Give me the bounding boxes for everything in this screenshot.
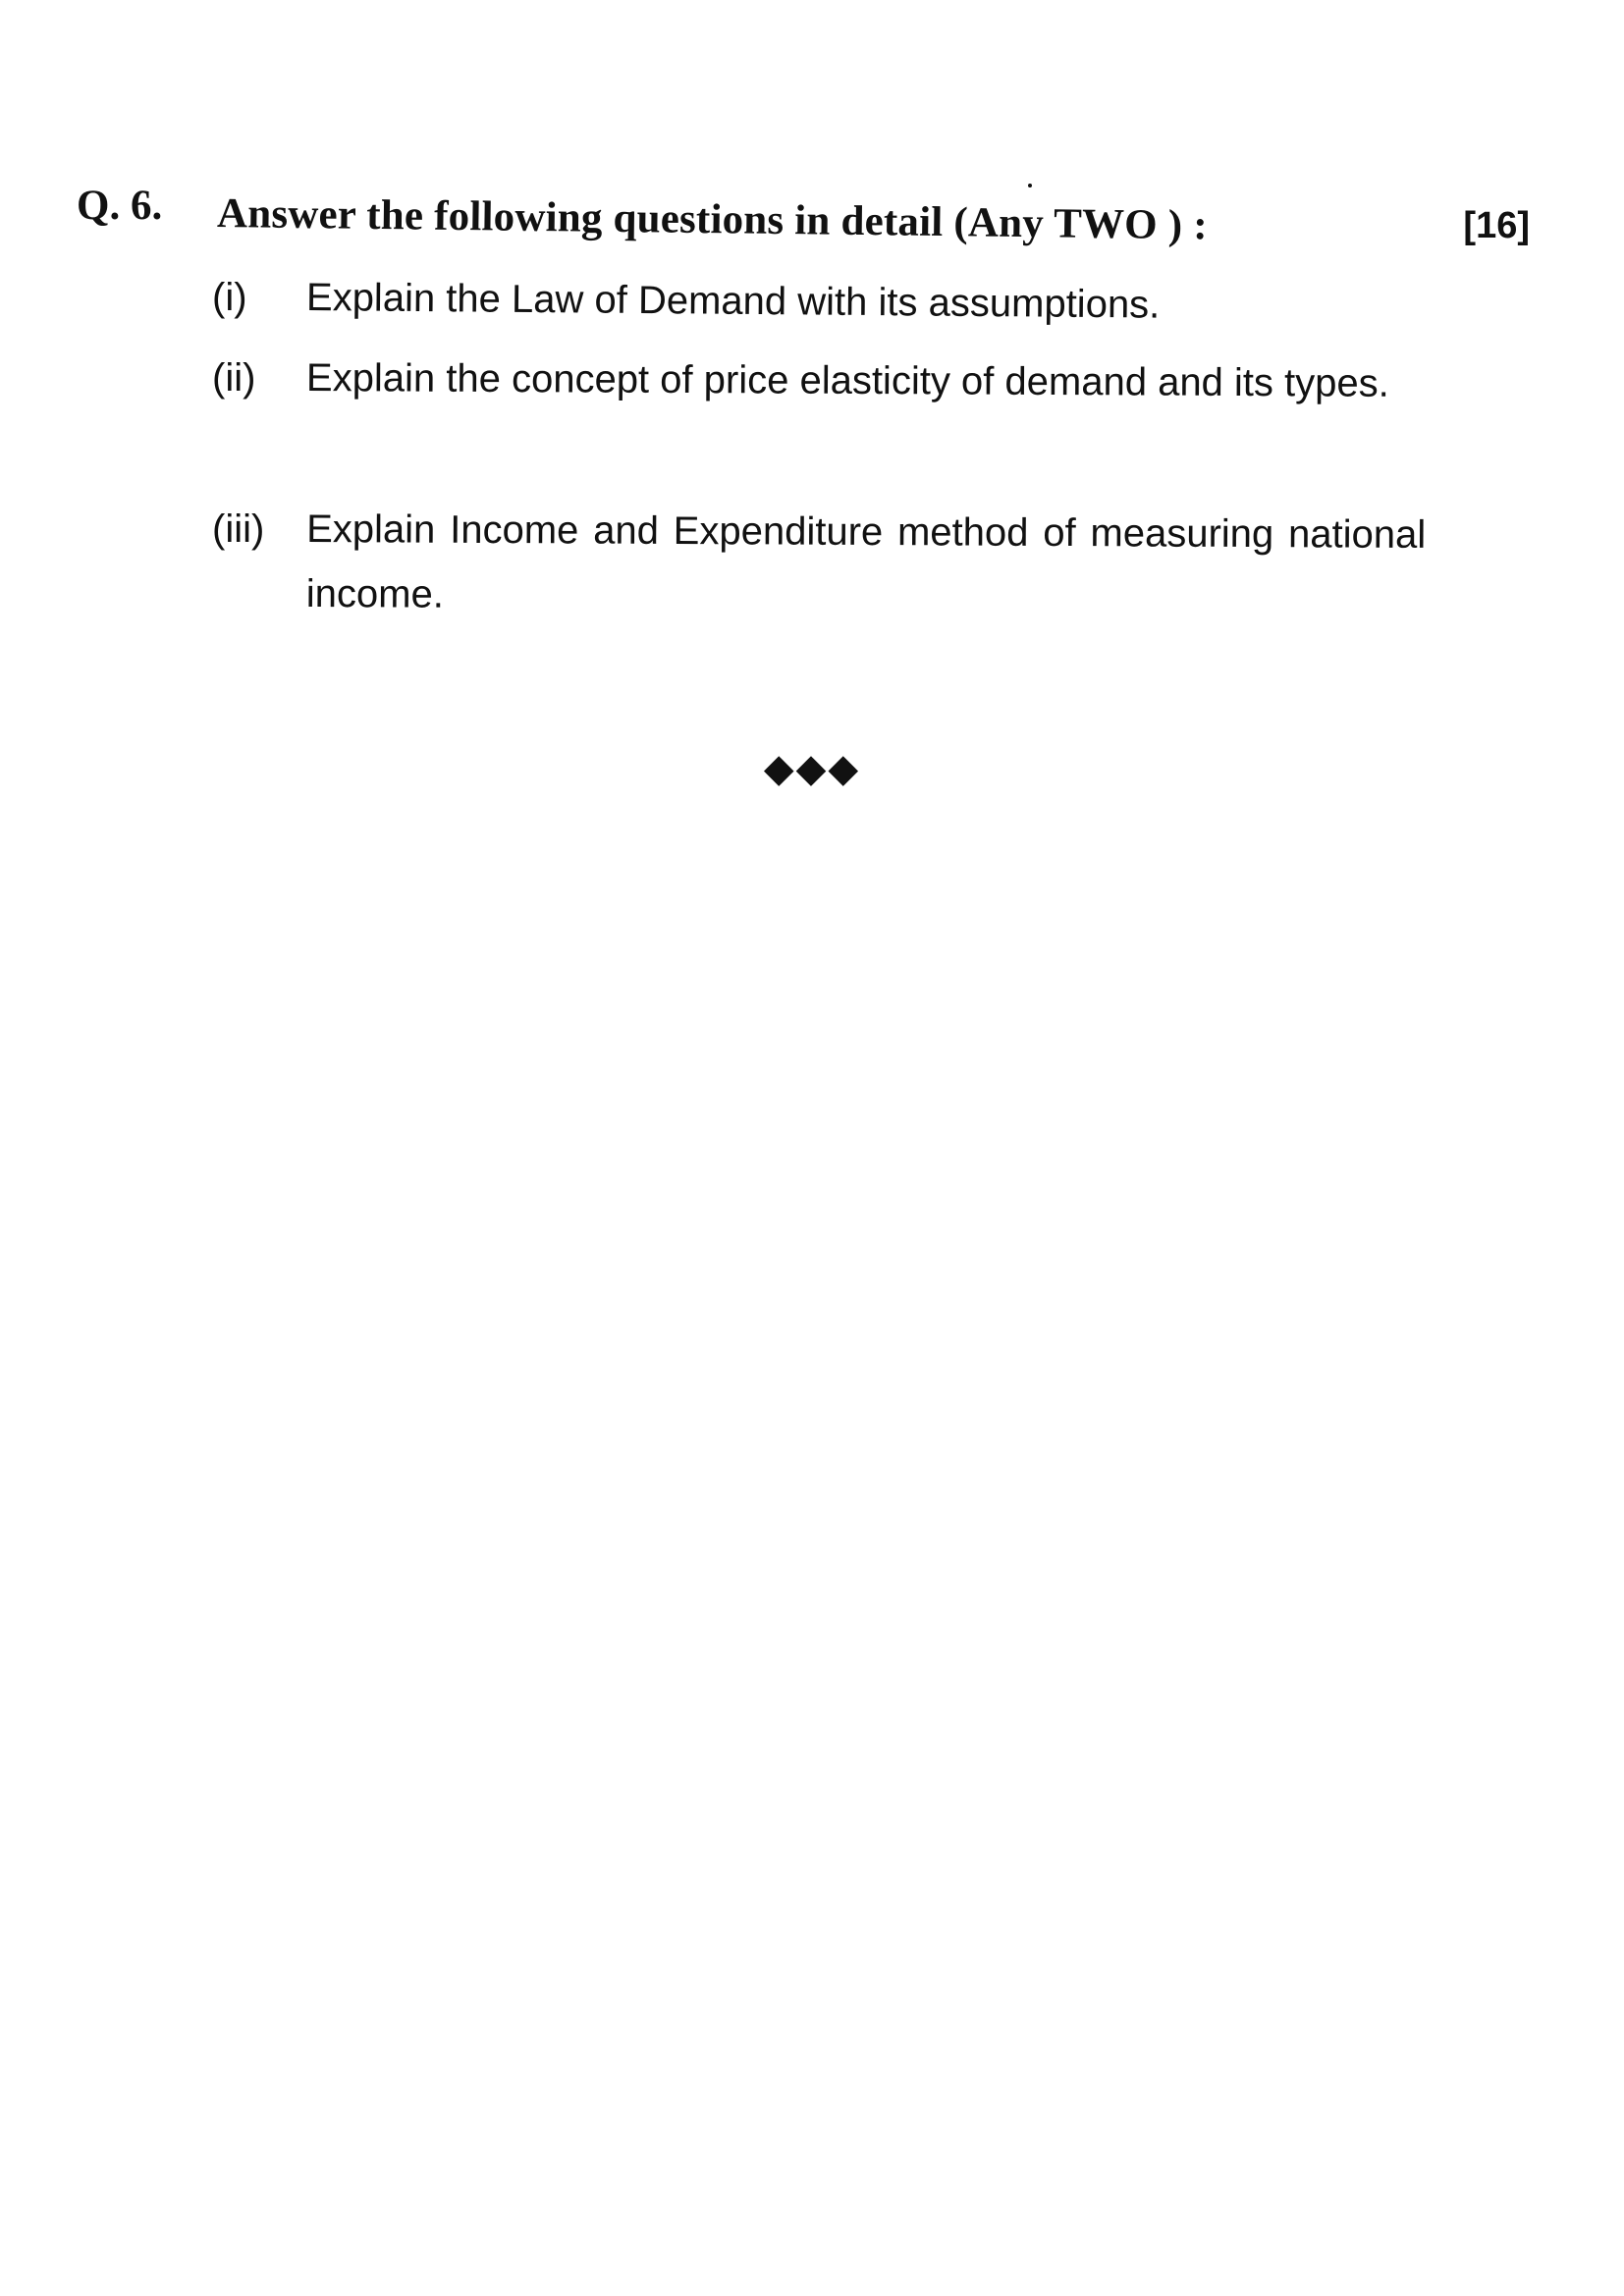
end-of-paper-diamonds: ◆◆◆	[763, 746, 861, 791]
sub-question-text: Explain Income and Expenditure method of measuring national income.	[305, 507, 1427, 616]
question-header	[77, 177, 1530, 249]
question-marks: [16]	[1463, 205, 1530, 246]
sub-question-text: Explain the Law of Demand with its assumptions.	[305, 276, 1161, 327]
question-prompt: Answer the following questions in detail (Any TWO ) :	[216, 190, 1209, 249]
sub-question-text: Explain the concept of price elasticity of demand and its types.	[305, 356, 1389, 405]
question-number: Q. 6.	[77, 183, 163, 229]
sub-question-label: (i)	[212, 276, 247, 319]
question-6	[77, 177, 1530, 616]
sub-question-label: (iii)	[212, 507, 265, 551]
sub-question-label: (ii)	[212, 356, 256, 400]
